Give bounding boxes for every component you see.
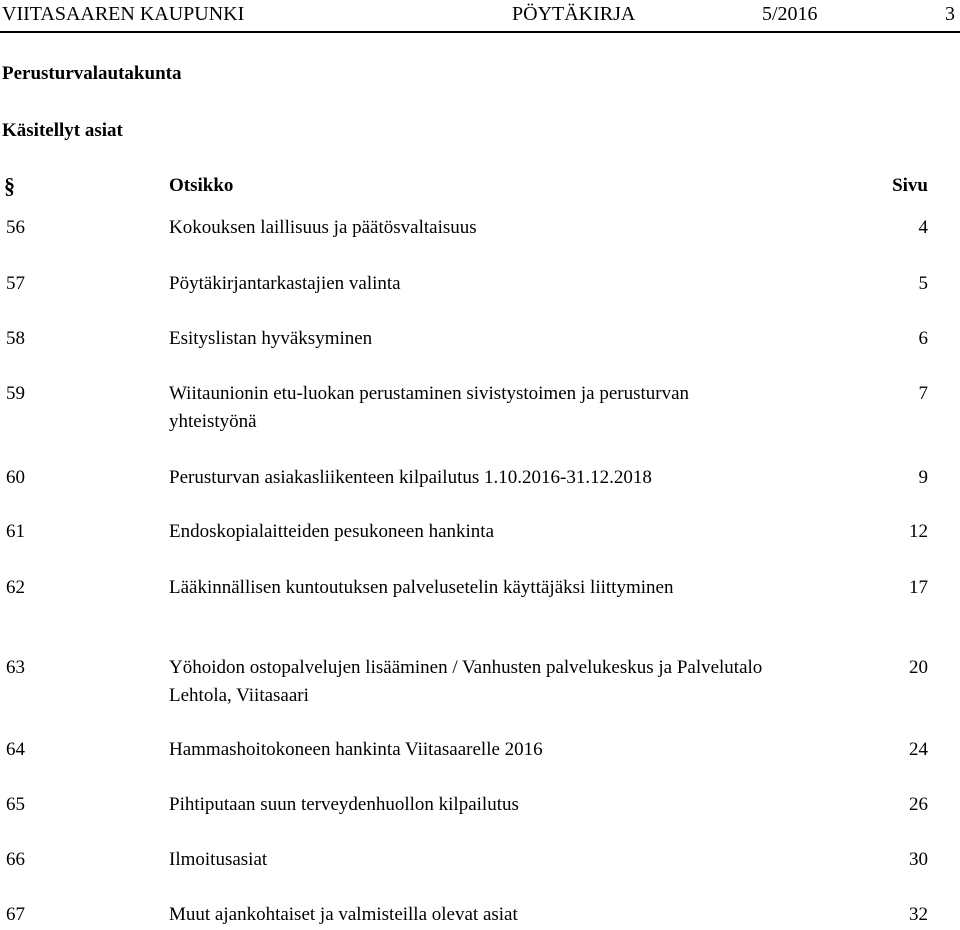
item-title: Muut ajankohtaiset ja valmisteilla olevat asiat: [169, 904, 518, 925]
item-number: 58: [6, 328, 25, 349]
item-title: Pöytäkirjantarkastajien valinta: [169, 273, 401, 294]
document-number: 5/2016: [762, 3, 818, 25]
item-number: 56: [6, 217, 25, 238]
item-number: 59: [6, 383, 25, 404]
item-title: Ilmoitusasiat: [169, 849, 268, 870]
item-number: 64: [6, 739, 25, 760]
item-number: 61: [6, 521, 25, 542]
item-page: 5: [918, 273, 928, 294]
item-title: Perusturvan asiakasliikenteen kilpailutus 1.10.2016-31.12.2018: [169, 467, 652, 488]
item-page: 20: [909, 657, 928, 678]
item-page: 6: [918, 328, 928, 349]
title-column-header: Otsikko: [169, 175, 234, 196]
item-number: 65: [6, 794, 25, 815]
organization-name: VIITASAAREN KAUPUNKI: [2, 3, 245, 25]
item-page: 26: [909, 794, 928, 815]
committee-name: Perusturvalautakunta: [2, 63, 182, 84]
item-title: Pihtiputaan suun terveydenhuollon kilpailutus: [169, 794, 519, 815]
item-number: 67: [6, 904, 25, 925]
paragraph-column-header: §: [4, 173, 15, 198]
item-number: 62: [6, 577, 25, 598]
item-title: Esityslistan hyväksyminen: [169, 328, 373, 349]
item-number: 60: [6, 467, 25, 488]
item-page: 7: [918, 383, 928, 404]
item-title: Hammashoitokoneen hankinta Viitasaarelle 2016: [169, 739, 543, 760]
header-divider: [0, 31, 960, 33]
item-page: 9: [918, 467, 928, 488]
item-number: 66: [6, 849, 25, 870]
item-page: 4: [918, 217, 928, 238]
item-page: 24: [909, 739, 928, 760]
section-title: Käsitellyt asiat: [2, 120, 123, 141]
item-title: Wiitaunionin etu-luokan perustaminen sivistystoimen ja perusturvan yhteistyönä: [169, 383, 690, 432]
item-number: 63: [6, 657, 25, 678]
document-type: PÖYTÄKIRJA: [512, 3, 636, 25]
item-title: Endoskopialaitteiden pesukoneen hankinta: [169, 521, 495, 542]
item-number: 57: [6, 273, 25, 294]
item-title: Lääkinnällisen kuntoutuksen palvelusetelin käyttäjäksi liittyminen: [169, 577, 674, 598]
item-title: Kokouksen laillisuus ja päätösvaltaisuus: [169, 217, 477, 238]
item-page: 32: [909, 904, 928, 925]
item-title: Yöhoidon ostopalvelujen lisääminen / Vanhusten palvelukeskus ja Palvelutalo Lehtola, Viitasaari: [169, 657, 763, 706]
page-number: 3: [945, 3, 955, 25]
item-page: 17: [909, 577, 928, 598]
item-page: 12: [909, 521, 928, 542]
page-column-header: Sivu: [892, 175, 928, 196]
item-page: 30: [909, 849, 928, 870]
document-header: [0, 0, 960, 28]
